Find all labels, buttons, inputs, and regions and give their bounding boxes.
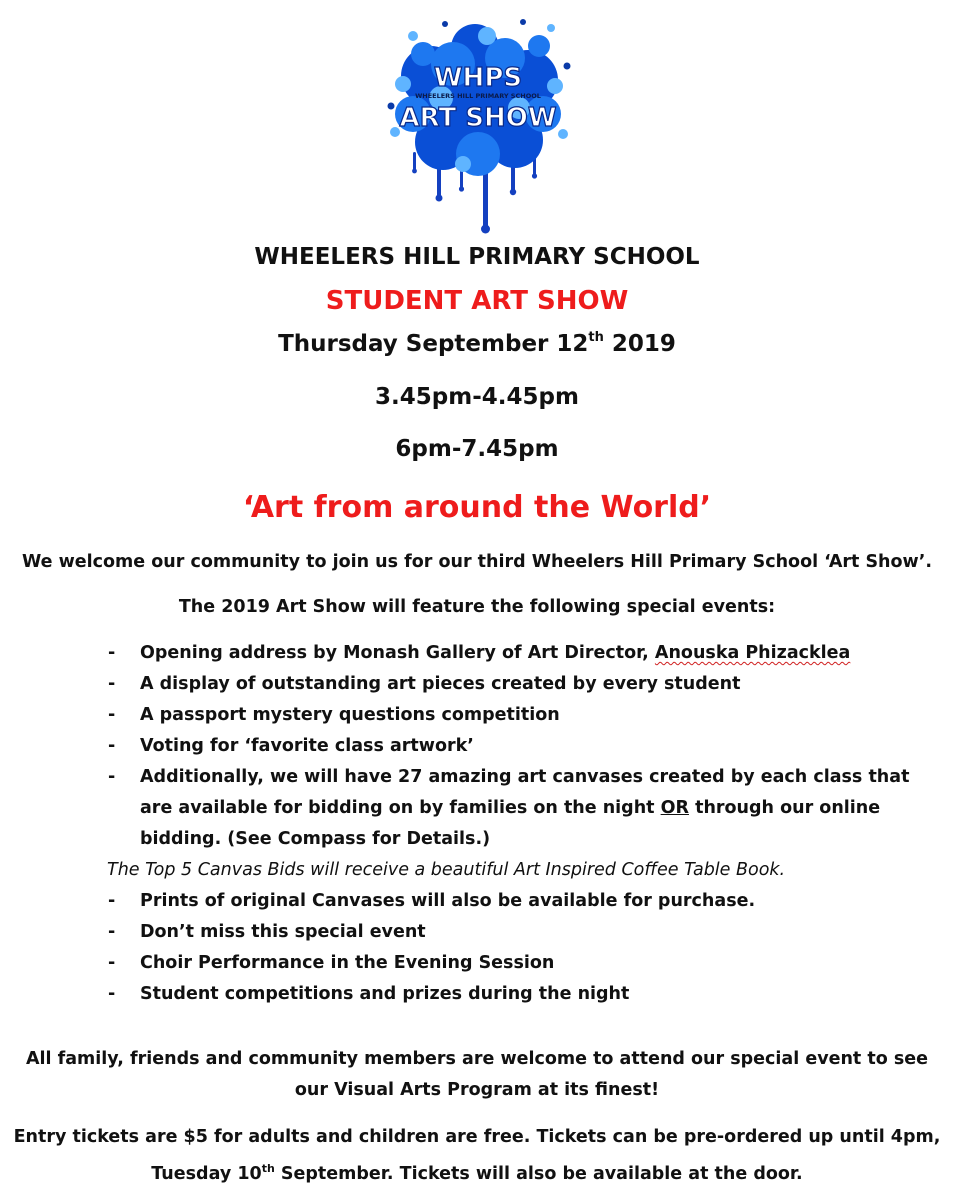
tickets-date: Tuesday 10 bbox=[151, 1164, 262, 1184]
bullet-text: are available for bidding on by families on the night bbox=[140, 798, 661, 818]
bullet-dash: - bbox=[108, 736, 116, 756]
bullet-text: Student competitions and prizes during the night bbox=[140, 984, 630, 1004]
show-theme: ‘Art from around the World’ bbox=[242, 490, 712, 525]
bullet-text: Don’t miss this special event bbox=[140, 922, 426, 942]
canvas-bids-note bbox=[0, 855, 954, 886]
tickets-paragraph bbox=[0, 1122, 954, 1190]
community-paragraph bbox=[0, 1044, 954, 1106]
bullet-text: Additionally, we will have 27 amazing art canvases created by each class that bbox=[140, 767, 910, 787]
list-item bbox=[0, 762, 954, 793]
welcome-text: We welcome our community to join us for our third Wheelers Hill Primary School ‘Art Show’. bbox=[21, 552, 933, 572]
list-item bbox=[0, 638, 954, 669]
list-item bbox=[0, 917, 954, 948]
logo-line2: WHEELERS HILL PRIMARY SCHOOL bbox=[415, 92, 541, 100]
tickets-line-2 bbox=[0, 1153, 954, 1190]
paint-splash-icon bbox=[383, 14, 573, 234]
bullet-text: Choir Performance in the Evening Session bbox=[140, 953, 555, 973]
event-list bbox=[0, 638, 954, 1010]
bullet-text: through our online bbox=[688, 798, 881, 818]
list-item bbox=[0, 700, 954, 731]
bullet-text: Prints of original Canvases will also be available for purchase. bbox=[140, 891, 756, 911]
community-line-1: All family, friends and community members are welcome to attend our special event to see bbox=[25, 1049, 929, 1069]
event-title: STUDENT ART SHOW bbox=[325, 286, 629, 316]
session-2-time: 6pm-7.45pm bbox=[395, 436, 559, 462]
bullet-dash: - bbox=[108, 705, 116, 725]
bullet-text: Opening address by Monash Gallery of Art Director, bbox=[140, 643, 655, 663]
list-item bbox=[0, 731, 954, 762]
note-text: The Top 5 Canvas Bids will receive a beautiful Art Inspired Coffee Table Book. bbox=[107, 860, 786, 880]
date-suffix: th bbox=[588, 330, 604, 345]
bullet-text: A passport mystery questions competition bbox=[140, 705, 560, 725]
bullet-text: A display of outstanding art pieces created by every student bbox=[140, 674, 741, 694]
school-name: WHEELERS HILL PRIMARY SCHOOL bbox=[254, 244, 700, 270]
list-item bbox=[0, 979, 954, 1010]
features-intro: The 2019 Art Show will feature the following special events: bbox=[178, 597, 776, 617]
art-show-logo bbox=[383, 14, 573, 234]
or-emphasis: OR bbox=[660, 798, 689, 818]
bullet-dash: - bbox=[108, 891, 116, 911]
session-1-time: 3.45pm-4.45pm bbox=[375, 384, 579, 410]
tickets-rest: September. Tickets will also be available at the door. bbox=[274, 1164, 803, 1184]
bullet-dash: - bbox=[108, 984, 116, 1004]
bullet-text: Voting for ‘favorite class artwork’ bbox=[140, 736, 474, 756]
bullet-dash: - bbox=[108, 767, 116, 787]
event-date bbox=[0, 330, 954, 357]
list-item-continued bbox=[0, 824, 954, 855]
tickets-line-1: Entry tickets are $5 for adults and children are free. Tickets can be pre-ordered up until 4pm, bbox=[13, 1127, 941, 1147]
community-line-2: our Visual Arts Program at its finest! bbox=[294, 1080, 660, 1100]
list-item bbox=[0, 886, 954, 917]
list-item-continued bbox=[0, 793, 954, 824]
bullet-dash: - bbox=[108, 674, 116, 694]
date-prefix: Thursday September 12 bbox=[278, 331, 589, 357]
bullet-dash: - bbox=[108, 643, 116, 663]
bullet-text: bidding. (See Compass for Details.) bbox=[140, 829, 491, 849]
director-name: Anouska Phizacklea bbox=[654, 643, 851, 663]
date-year: 2019 bbox=[603, 331, 676, 357]
bullet-dash: - bbox=[108, 922, 116, 942]
tickets-date-suffix: th bbox=[261, 1162, 275, 1175]
list-item bbox=[0, 669, 954, 700]
logo-line3: ART SHOW bbox=[399, 103, 557, 133]
logo-line1: WHPS bbox=[433, 63, 523, 93]
bullet-dash: - bbox=[108, 953, 116, 973]
list-item bbox=[0, 948, 954, 979]
